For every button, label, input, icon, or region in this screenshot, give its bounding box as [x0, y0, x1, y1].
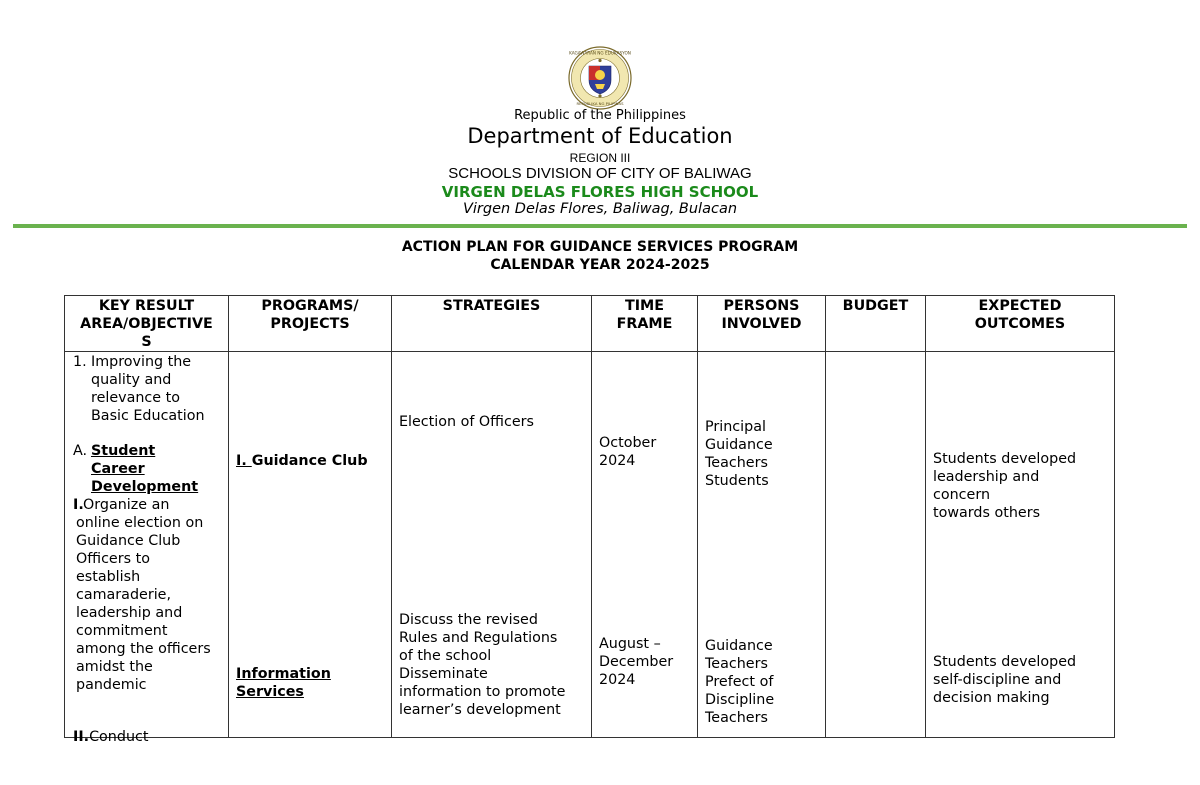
kra-cell [65, 352, 229, 745]
kra-objective-2-text: Conduct [89, 729, 149, 745]
col-header-kra: KEY RESULT AREA/OBJECTIVE S [65, 296, 229, 352]
kra-objective-2 [73, 710, 148, 746]
programs-cell [229, 352, 392, 738]
persons-cell [698, 352, 826, 738]
region-line: REGION III [569, 151, 631, 165]
persons-1: Principal Guidance Teachers Students [705, 419, 773, 489]
kra-section-a-title: Student Career Development [91, 443, 199, 495]
col-header-budget: BUDGET [826, 296, 926, 352]
kra-objective-1 [73, 496, 228, 693]
outcomes-cell [926, 352, 1115, 738]
kra-item-1-number: 1. [73, 354, 87, 370]
header-divider [13, 224, 1187, 228]
republic-line: Republic of the Philippines [514, 108, 686, 123]
action-plan-table [64, 295, 1115, 745]
division-line: SCHOOLS DIVISION OF CITY OF BALIWAG [448, 165, 752, 182]
persons-2: Guidance Teachers Prefect of Discipline Teachers [705, 638, 775, 726]
program-information-services: Information Services [236, 666, 331, 700]
program-guidance-club [236, 434, 368, 470]
strategy-1: Election of Officers [399, 414, 534, 430]
seal-text-top: KAGAWARAN NG EDUKASYON [569, 50, 631, 56]
outcome-1: Students developed leadership and concern towards others [933, 451, 1077, 521]
school-name: VIRGEN DELAS FLORES HIGH SCHOOL [441, 183, 759, 201]
col-header-programs: PROGRAMS/ PROJECTS [229, 296, 392, 352]
col-header-time-frame: TIME FRAME [592, 296, 698, 352]
program-1-title: Guidance Club [251, 453, 368, 469]
seal-text-bottom: REPUBLIKA NG PILIPINAS [576, 101, 624, 106]
time-frame-cell [592, 352, 698, 738]
col-header-strategies: STRATEGIES [392, 296, 592, 352]
table-row [65, 352, 1115, 738]
col-header-persons: PERSONS INVOLVED [698, 296, 826, 352]
kra-item-1-text: Improving the quality and relevance to Basic Education [91, 354, 205, 424]
kra-objective-1-roman: I. [73, 497, 84, 513]
budget-cell [826, 352, 926, 738]
time-frame-1: October 2024 [599, 435, 657, 469]
deped-seal-logo [568, 46, 632, 110]
department-name: Department of Education [467, 124, 733, 148]
kra-section-a-letter: A. [73, 443, 88, 459]
document-title: ACTION PLAN FOR GUIDANCE SERVICES PROGRAM [401, 239, 799, 255]
time-frame-2: August – December 2024 [599, 636, 674, 688]
strategies-cell [392, 352, 592, 738]
outcome-2: Students developed self-discipline and decision making [933, 654, 1077, 706]
school-location: Virgen Delas Flores, Baliwag, Bulacan [462, 201, 738, 217]
col-header-outcomes: EXPECTED OUTCOMES [926, 296, 1115, 352]
kra-objective-1-text: Organize an online election on Guidance Club Officers to establish camaraderie, leadership and commitment among the officers amidst the pandemic [76, 497, 211, 693]
document-subtitle: CALENDAR YEAR 2024-2025 [490, 257, 710, 273]
strategy-2: Discuss the revised Rules and Regulations of the school Disseminate information to promote learner’s development [399, 612, 566, 718]
table-header-row [65, 296, 1115, 352]
kra-objective-2-roman: II. [73, 729, 90, 745]
program-1-prefix: I. [236, 453, 252, 469]
